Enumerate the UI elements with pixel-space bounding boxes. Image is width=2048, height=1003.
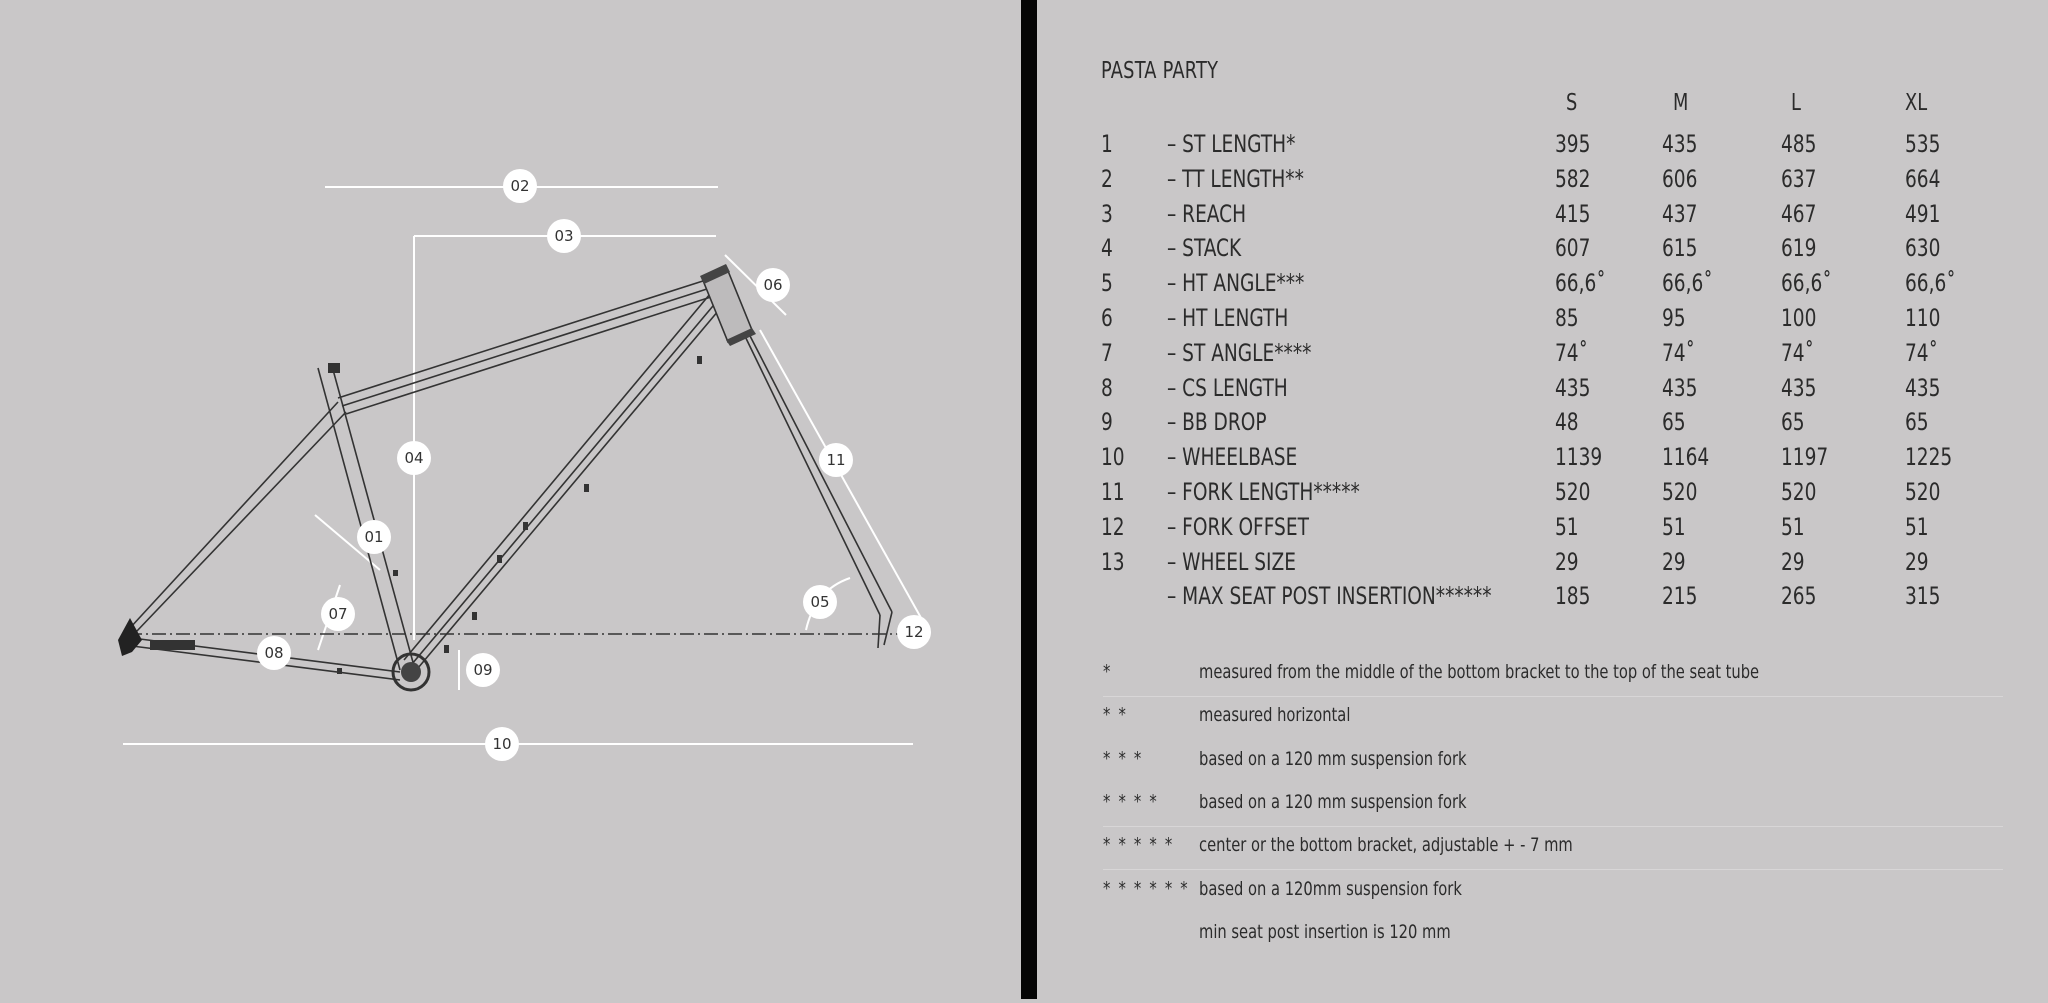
- footnote-text: based on a 120mm suspension fork: [1199, 877, 1462, 900]
- svg-text:07: 07: [328, 605, 348, 623]
- callout-10: [485, 727, 519, 761]
- svg-text:12: 12: [904, 623, 924, 641]
- footnote-mark: * * *: [1103, 747, 1143, 770]
- value-xl: 51: [1905, 512, 1929, 541]
- value-s: 48: [1555, 408, 1579, 437]
- row-number: 13: [1101, 547, 1125, 576]
- value-xl: 520: [1905, 478, 1941, 506]
- value-l: 485: [1781, 130, 1817, 158]
- footnote-text: based on a 120 mm suspension fork: [1199, 747, 1467, 770]
- row-label: – TT LENGTH**: [1167, 164, 1304, 193]
- svg-text:03: 03: [554, 227, 574, 245]
- value-m: 74˚: [1662, 338, 1695, 367]
- row-label: – HT LENGTH: [1167, 304, 1289, 332]
- callout-11: [819, 443, 853, 477]
- row-label: – WHEELBASE: [1167, 443, 1298, 472]
- value-xl: 66,6˚: [1905, 269, 1956, 298]
- value-l: 619: [1781, 234, 1817, 263]
- panel-divider: [1021, 0, 1037, 999]
- size-header-l: L: [1791, 90, 1801, 116]
- value-xl: 1225: [1905, 443, 1953, 472]
- rear-dropout: [118, 618, 195, 656]
- geometry-diagram: [0, 0, 1020, 999]
- table-row: [1037, 408, 2048, 443]
- row-number: 1: [1101, 130, 1113, 158]
- value-m: 66,6˚: [1662, 269, 1713, 298]
- footnote-mark: * * * *: [1103, 790, 1159, 813]
- row-label: – STACK: [1167, 234, 1242, 263]
- row-number: 2: [1101, 164, 1113, 193]
- footnote-row: [1103, 870, 2003, 913]
- table-row: [1037, 304, 2048, 339]
- footnote-text: center or the bottom bracket, adjustable + - 7 mm: [1199, 834, 1573, 857]
- footnote-row: [1103, 740, 2003, 783]
- value-l: 520: [1781, 478, 1817, 506]
- value-s: 607: [1555, 234, 1591, 263]
- value-m: 1164: [1662, 443, 1710, 472]
- frame-tubes: [130, 280, 892, 680]
- frame-bosses: [337, 356, 702, 674]
- value-xl: 110: [1905, 304, 1941, 332]
- value-m: 437: [1662, 199, 1698, 228]
- svg-text:01: 01: [364, 528, 384, 546]
- footnote-row: [1103, 913, 2003, 956]
- table-row: [1037, 130, 2048, 165]
- value-xl: 435: [1905, 373, 1941, 402]
- row-number: 11: [1101, 478, 1125, 506]
- footnote-mark: *: [1103, 661, 1113, 683]
- row-number: 8: [1101, 373, 1113, 402]
- callout-03: [547, 219, 581, 253]
- svg-text:05: 05: [810, 593, 830, 611]
- geometry-spec-panel: [1037, 0, 2048, 999]
- value-l: 66,6˚: [1781, 269, 1832, 298]
- footnote-mark: * * * * *: [1103, 834, 1174, 857]
- value-l: 467: [1781, 199, 1817, 228]
- footnote-mark: * * * * * *: [1103, 877, 1190, 900]
- value-m: 29: [1662, 547, 1686, 576]
- row-label: – HT ANGLE***: [1167, 269, 1305, 298]
- table-row: [1037, 234, 2048, 269]
- row-label: – BB DROP: [1167, 408, 1267, 437]
- value-l: 29: [1781, 547, 1805, 576]
- row-label: – ST LENGTH*: [1167, 130, 1296, 158]
- value-xl: 65: [1905, 408, 1929, 437]
- value-l: 51: [1781, 512, 1805, 541]
- value-s: 74˚: [1555, 338, 1588, 367]
- row-number: 4: [1101, 234, 1113, 263]
- table-row: [1037, 374, 2048, 409]
- callout-01: [357, 520, 391, 554]
- table-row: [1037, 339, 2048, 374]
- value-xl: 74˚: [1905, 338, 1938, 367]
- row-number: 6: [1101, 304, 1113, 332]
- callout-06: [756, 268, 790, 302]
- table-row: [1037, 443, 2048, 478]
- row-number: 12: [1101, 512, 1125, 541]
- value-s: 415: [1555, 199, 1591, 228]
- svg-text:06: 06: [763, 276, 783, 294]
- value-m: 65: [1662, 408, 1686, 437]
- callout-07: [321, 597, 355, 631]
- row-label: – FORK LENGTH*****: [1167, 478, 1360, 506]
- value-s: 85: [1555, 304, 1579, 332]
- footnote-text: measured from the middle of the bottom bracket to the top of the seat tube: [1199, 661, 1760, 683]
- bike-frame-drawing: [0, 0, 1020, 999]
- value-s: 66,6˚: [1555, 269, 1606, 298]
- row-label: – MAX SEAT POST INSERTION******: [1167, 582, 1492, 611]
- value-l: 435: [1781, 373, 1817, 402]
- value-l: 74˚: [1781, 338, 1814, 367]
- footnote-text: measured horizontal: [1199, 704, 1351, 727]
- footnote-row: [1103, 826, 2003, 870]
- size-header-m: M: [1673, 90, 1689, 116]
- value-l: 265: [1781, 582, 1817, 611]
- size-header-xl: XL: [1905, 90, 1928, 116]
- row-label: – CS LENGTH: [1167, 373, 1288, 402]
- value-m: 51: [1662, 512, 1686, 541]
- value-m: 435: [1662, 130, 1698, 158]
- value-s: 582: [1555, 164, 1591, 193]
- value-m: 435: [1662, 373, 1698, 402]
- footnote-text: min seat post insertion is 120 mm: [1199, 920, 1451, 943]
- row-number: 9: [1101, 408, 1113, 437]
- value-m: 520: [1662, 478, 1698, 506]
- value-m: 606: [1662, 164, 1698, 193]
- value-l: 637: [1781, 164, 1817, 193]
- value-xl: 630: [1905, 234, 1941, 263]
- footnote-row: [1103, 696, 2003, 739]
- value-l: 1197: [1781, 443, 1829, 472]
- svg-text:11: 11: [826, 451, 846, 469]
- value-l: 100: [1781, 304, 1817, 332]
- value-m: 615: [1662, 234, 1698, 263]
- svg-text:09: 09: [473, 661, 493, 679]
- row-number: 3: [1101, 199, 1113, 228]
- size-header-s: S: [1566, 90, 1578, 116]
- svg-text:02: 02: [510, 177, 530, 195]
- callout-04: [397, 441, 431, 475]
- callout-05: [803, 585, 837, 619]
- row-number: 7: [1101, 338, 1113, 367]
- table-row: [1037, 548, 2048, 583]
- value-m: 95: [1662, 304, 1686, 332]
- table-row: [1037, 513, 2048, 548]
- value-s: 29: [1555, 547, 1579, 576]
- value-m: 215: [1662, 582, 1698, 611]
- value-xl: 535: [1905, 130, 1941, 158]
- footnote-row: [1103, 653, 2003, 697]
- table-row: [1037, 582, 2048, 617]
- callout-02: [503, 169, 537, 203]
- table-row: [1037, 478, 2048, 513]
- value-xl: 664: [1905, 164, 1941, 193]
- row-label: – FORK OFFSET: [1167, 512, 1309, 541]
- table-row: [1037, 200, 2048, 235]
- row-number: 10: [1101, 443, 1125, 472]
- callout-09: [466, 653, 500, 687]
- callout-12: [897, 615, 931, 649]
- value-s: 185: [1555, 582, 1591, 611]
- table-row: [1037, 269, 2048, 304]
- value-s: 435: [1555, 373, 1591, 402]
- value-s: 1139: [1555, 443, 1603, 472]
- value-s: 51: [1555, 512, 1579, 541]
- row-label: – REACH: [1167, 199, 1247, 228]
- value-xl: 29: [1905, 547, 1929, 576]
- seat-clamp: [328, 363, 340, 373]
- callout-08: [257, 636, 291, 670]
- row-label: – WHEEL SIZE: [1167, 547, 1296, 576]
- footnote-row: [1103, 783, 2003, 827]
- svg-text:08: 08: [264, 644, 284, 662]
- footnote-mark: * *: [1103, 704, 1128, 727]
- footnote-text: based on a 120 mm suspension fork: [1199, 790, 1467, 813]
- value-xl: 315: [1905, 582, 1941, 611]
- value-l: 65: [1781, 408, 1805, 437]
- row-label: – ST ANGLE****: [1167, 338, 1312, 367]
- model-name: PASTA PARTY: [1101, 58, 1219, 84]
- row-number: 5: [1101, 269, 1113, 298]
- value-s: 395: [1555, 130, 1591, 158]
- svg-text:04: 04: [404, 449, 424, 467]
- value-s: 520: [1555, 478, 1591, 506]
- svg-text:10: 10: [492, 735, 512, 753]
- table-row: [1037, 165, 2048, 200]
- value-xl: 491: [1905, 199, 1941, 228]
